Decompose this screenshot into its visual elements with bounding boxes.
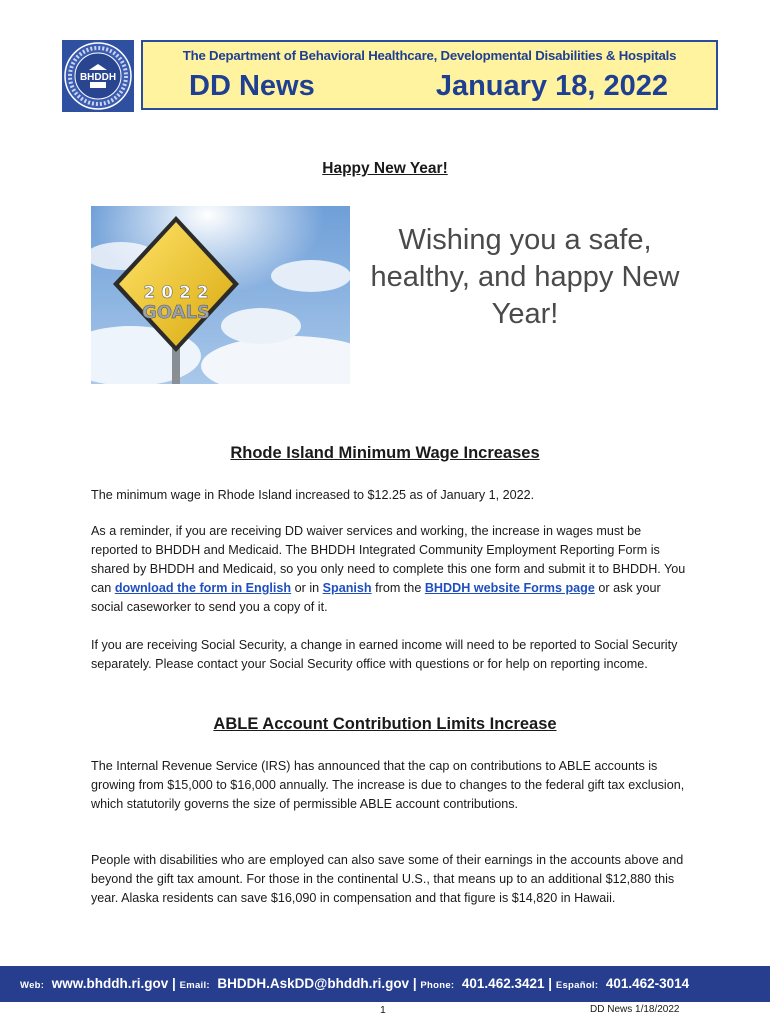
min-wage-text-c: from the — [371, 581, 425, 595]
svg-text:GOALS: GOALS — [142, 302, 210, 323]
espanol-label: Español: — [555, 980, 599, 991]
min-wage-paragraph-2 — [91, 522, 691, 617]
separator: | — [172, 976, 176, 991]
min-wage-paragraph-3: If you are receiving Social Security, a change in earned income will need to be reported to Social Security separately. Please contact your Social Security office with questions or for help on reporting income. — [91, 638, 678, 671]
new-year-wish: Wishing you a safe, healthy, and happy New Year! — [370, 224, 680, 330]
goals-sign-image — [91, 206, 350, 384]
page-number: 1 — [380, 1004, 386, 1016]
separator: | — [548, 976, 553, 991]
phone-label: Phone: — [420, 980, 455, 991]
happy-new-year-heading: Happy New Year! — [322, 160, 448, 177]
min-wage-text-d: or ask your social caseworker to send you a copy of it. — [91, 581, 661, 614]
web-label: Web: — [20, 980, 45, 991]
department-name: The Department of Behavioral Healthcare, Developmental Disabilities & Hospitals — [182, 48, 677, 63]
newsletter-title: DD News — [189, 70, 315, 102]
able-heading: ABLE Account Contribution Limits Increase — [213, 715, 557, 733]
phone-number[interactable]: 401.462.3421 — [461, 976, 545, 991]
able-paragraph-1: The Internal Revenue Service (IRS) has announced that the cap on contributions to ABLE accounts is growing from $15,000 to $16,000 annually. The increase is due to changes to the federal gift tax exclusion, which statutorily governs the size of permissible ABLE account contributions. — [91, 759, 685, 811]
min-wage-text-a: As a reminder, if you are receiving DD waiver services and working, the increase in wages must be reported to BHDDH and Medicaid. The BHDDH Integrated Community Employment Reporting Form is shared by BHDDH and Medicaid, so you only need to complete this one form and submit it to BHDDH. You can — [91, 524, 686, 595]
page-footer-label: DD News 1/18/2022 — [590, 1004, 680, 1015]
min-wage-paragraph-1: The minimum wage in Rhode Island increased to $12.25 as of January 1, 2022. — [91, 488, 535, 502]
min-wage-heading: Rhode Island Minimum Wage Increases — [230, 444, 540, 462]
separator: | — [412, 976, 417, 991]
min-wage-text-b: or in — [291, 581, 323, 595]
newsletter-date: January 18, 2022 — [435, 70, 668, 102]
download-form-spanish-link[interactable]: Spanish — [322, 581, 372, 595]
bhddh-seal-logo — [62, 40, 134, 112]
header-banner — [141, 40, 718, 110]
espanol-phone-number[interactable]: 401.462-3014 — [605, 976, 690, 991]
svg-text:2 0 2 2: 2 0 2 2 — [143, 283, 209, 303]
email-label: Email: — [179, 980, 210, 991]
able-paragraph-2: People with disabilities who are employed can also save some of their earnings in the accounts above and beyond the gift tax amount. For those in the continental U.S., that means up to an additional $12,880 this year. Alaska residents can save $16,090 in compensation and that figure is $14,820 in Hawaii. — [91, 853, 684, 905]
svg-text:BHDDH: BHDDH — [79, 72, 117, 83]
email-link[interactable]: BHDDH.AskDD@bhddh.ri.gov — [217, 976, 410, 991]
website-link[interactable]: www.bhddh.ri.gov — [51, 976, 169, 991]
contact-footer-bar — [0, 966, 770, 1002]
download-form-english-link[interactable]: download the form in English — [114, 581, 292, 595]
forms-page-link[interactable]: BHDDH website Forms page — [424, 581, 595, 595]
